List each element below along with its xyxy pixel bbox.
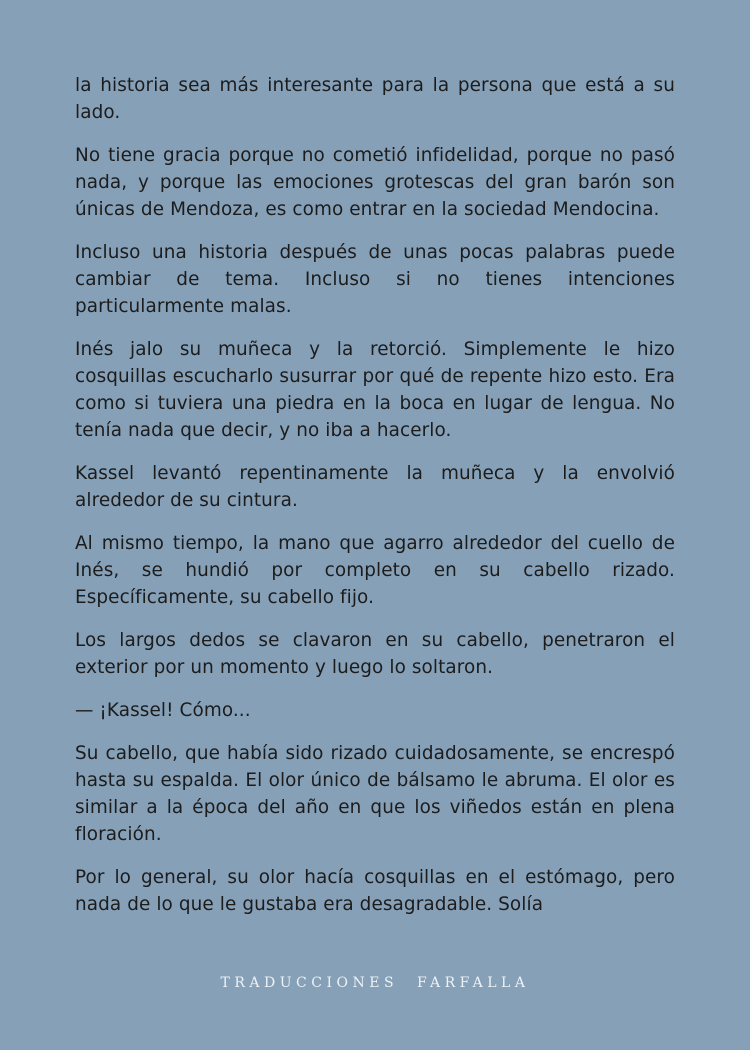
paragraph: Los largos dedos se clavaron en su cabello, penetraron el exterior por un momento y luego lo soltaron.	[75, 630, 675, 678]
paragraph: Kassel levantó repentinamente la muñeca y la envolvió alrededor de su cintura.	[75, 463, 675, 511]
paragraph: No tiene gracia porque no cometió infidelidad, porque no pasó nada, y porque las emociones grotescas del gran barón son únicas de Mendoza, es como entrar en la sociedad Mendocina.	[75, 145, 675, 220]
paragraph: Al mismo tiempo, la mano que agarro alrededor del cuello de Inés, se hundió por completo en su cabello rizado. Específicamente, su cabello fijo.	[75, 533, 675, 608]
paragraph: Incluso una historia después de unas pocas palabras puede cambiar de tema. Incluso si no tienes intenciones particularmente malas.	[75, 242, 675, 317]
dialogue-line: — ¡Kassel! Cómo...	[75, 700, 251, 721]
footer-credit: TRADUCCIONES FARFALLA	[220, 975, 530, 991]
paragraph: Inés jalo su muñeca y la retorció. Simplemente le hizo cosquillas escucharlo susurrar por qué de repente hizo esto. Era como si tuviera una piedra en la boca en lugar de lengua. No tenía nada que decir, y no iba a hacerlo.	[75, 339, 675, 441]
paragraph: Su cabello, que había sido rizado cuidadosamente, se encrespó hasta su espalda. El olor único de bálsamo le abruma. El olor es similar a la época del año en que los viñedos están en plena floración.	[75, 743, 675, 845]
paragraph: Por lo general, su olor hacía cosquillas en el estómago, pero nada de lo que le gustaba era desagradable. Solía	[75, 867, 675, 915]
page-body	[75, 72, 675, 918]
paragraph: la historia sea más interesante para la persona que está a su lado.	[75, 75, 675, 123]
